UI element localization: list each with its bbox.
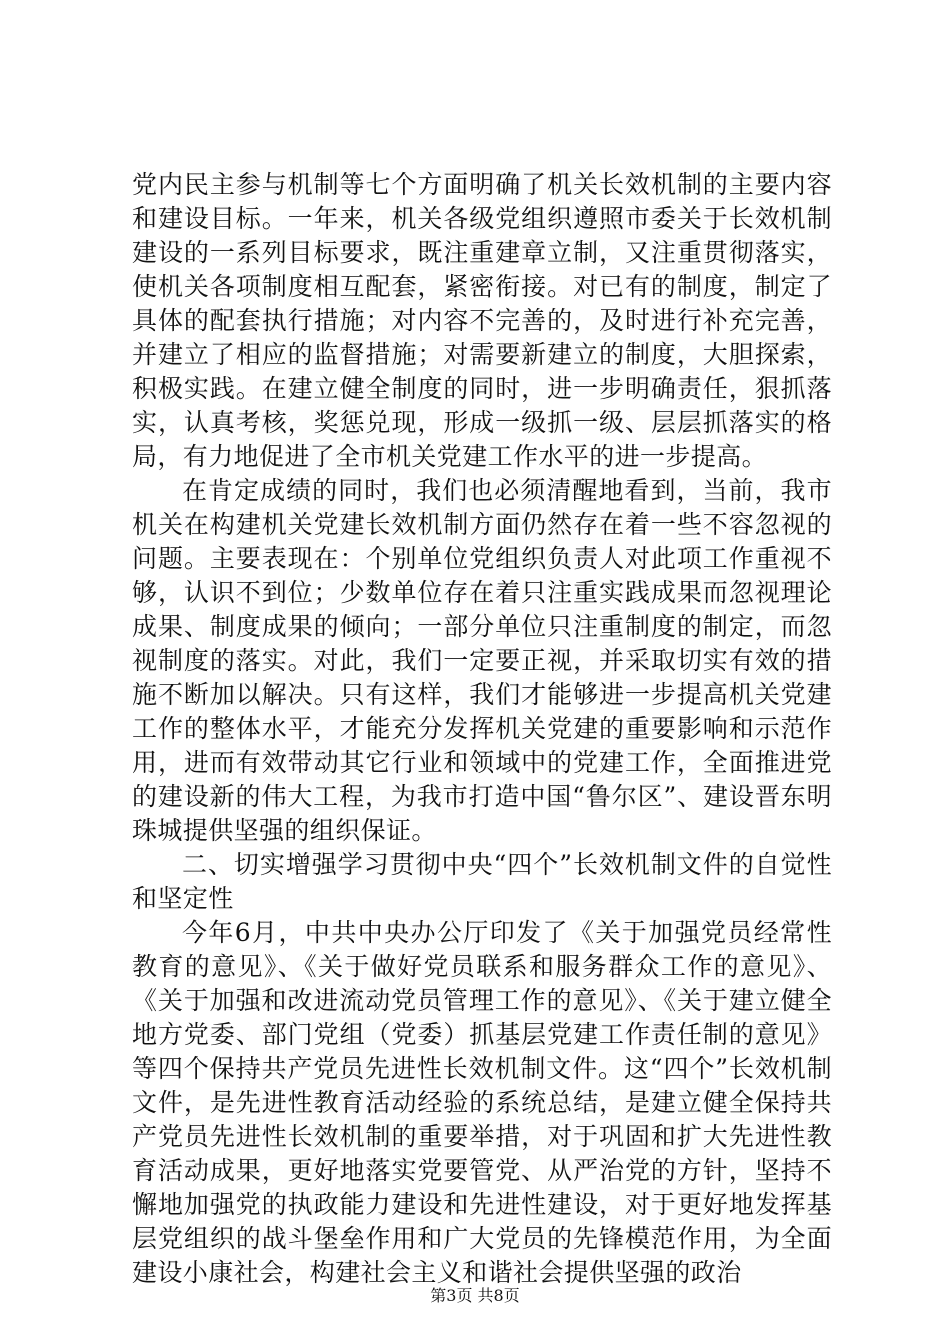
document-body: [132, 168, 832, 1290]
paragraph-continued: 党内民主参与机制等七个方面明确了机关长效机制的主要内容和建设目标。一年来，机关各级党组织遵照市委关于长效机制建设的一系列目标要求，既注重建章立制，又注重贯彻落实，使机关各项制度相互配套，紧密衔接。对已有的制度，制定了具体的配套执行措施；对内容不完善的，及时进行补充完善，并建立了相应的监督措施；对需要新建立的制度，大胆探索，积极实践。在建立健全制度的同时，进一步明确责任，狠抓落实，认真考核，奖惩兑现，形成一级抓一级、层层抓落实的格局，有力地促进了全市机关党建工作水平的进一步提高。: [132, 170, 832, 471]
section-heading: 二、切实增强学习贯彻中央“四个”长效机制文件的自觉性和坚定性: [132, 850, 832, 913]
page-footer: 第3页 共8页: [430, 1286, 520, 1305]
paragraph-documents: 今年6月，中共中央办公厅印发了《关于加强党员经常性教育的意见》、《关于做好党员联系和服务群众工作的意见》、《关于加强和改进流动党员管理工作的意见》、《关于建立健全地方党委、部门党组（党委）抓基层党建工作责任制的意见》等四个保持共产党员先进性长效机制文件。这“四个”长效机制文件，是先进性教育活动经验的系统总结，是建立健全保持共产党员先进性长效机制的重要举措，对于巩固和扩大先进性教育活动成果，更好地落实党要管党、从严治党的方针，坚持不懈地加强党的执政能力建设和先进性建设，对于更好地发挥基层党组织的战斗堡垒作用和广大党员的先锋模范作用，为全面建设小康社会，构建社会主义和谐社会提供坚强的政治: [132, 918, 832, 1287]
paragraph-problems: 在肯定成绩的同时，我们也必须清醒地看到，当前，我市机关在构建机关党建长效机制方面仍然存在着一些不容忽视的问题。主要表现在：个别单位党组织负责人对此项工作重视不够，认识不到位；少数单位存在着只注重实践成果而忽视理论成果、制度成果的倾向；一部分单位只注重制度的制定，而忽视制度的落实。对此，我们一定要正视，并采取切实有效的措施不断加以解决。只有这样，我们才能够进一步提高机关党建工作的整体水平，才能充分发挥机关党建的重要影响和示范作用，进而有效带动其它行业和领域中的党建工作，全面推进党的建设新的伟大工程，为我市打造中国“鲁尔区”、建设晋东明珠城提供坚强的组织保证。: [132, 476, 832, 845]
